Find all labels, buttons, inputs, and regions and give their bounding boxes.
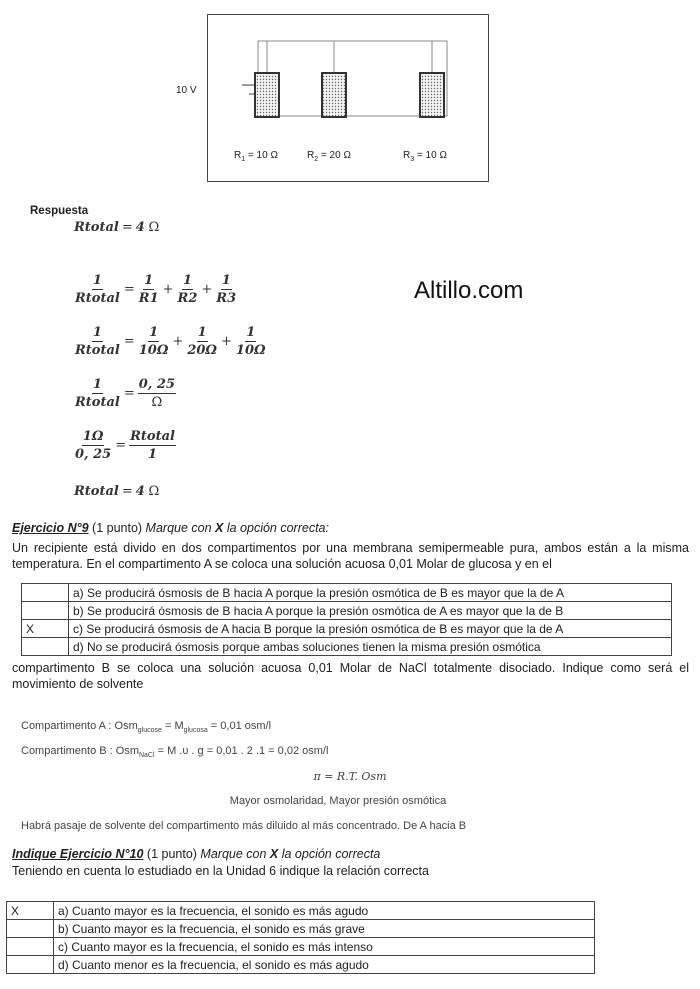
ej9-statement-part1: Un recipiente está divido en dos compartimentos por una membrana semipermeable pura, ambos están a la misma temperatura. En el compartimento A se coloca una solución acuosa 0,01 Molar de glucosa y en el — [12, 541, 689, 571]
ej9-work-conclusion: Habrá pasaje de solvente del compartimento más diluido al más concentrado. De A hacia B — [21, 820, 467, 832]
ej10-options-table — [6, 901, 595, 974]
option-row — [22, 602, 672, 620]
r1-label: $R_1 = 10$ Ω — [234, 150, 278, 163]
resistor-r1 — [255, 73, 279, 117]
option-mark[interactable] — [22, 602, 69, 620]
option-row — [7, 920, 595, 938]
option-text: b) Se producirá ósmosis de B hacia A porque la presión osmótica de A es mayor que la de B — [69, 602, 672, 620]
r2-label: $R_2 = 20$ Ω — [307, 150, 351, 163]
option-row — [22, 638, 672, 656]
option-text: d) No se producirá ósmosis porque ambas soluciones tienen la misma presión osmótica — [69, 638, 672, 656]
option-row — [22, 584, 672, 602]
ej9-work-a: Compartimento A : $Osm_{glucose} = M_{glucosa} = 0,01$ osm/l — [21, 720, 272, 735]
option-mark[interactable] — [22, 584, 69, 602]
equation-sum: $\frac{1}{\text{Rtotal}}$ = $\frac{0, 25}{\Omega}$ — [75, 377, 175, 410]
option-row — [22, 620, 672, 638]
option-mark[interactable] — [7, 920, 54, 938]
equation-parallel-formula: $\frac{1}{\text{Rtotal}}$ = $\frac{1}{R1}$ + $\frac{1}{R2}$ + $\frac{1}{R3}$ — [75, 273, 237, 306]
equation-result-final: Rtotal = 4 Ω — [74, 484, 160, 499]
option-row — [7, 938, 595, 956]
option-text: a) Se producirá ósmosis de B hacia A porque la presión osmótica de B es mayor que la de A — [69, 584, 672, 602]
ej9-options-table — [21, 583, 672, 656]
option-row — [7, 956, 595, 974]
option-text: b) Cuanto mayor es la frecuencia, el sonido es más grave — [54, 920, 595, 938]
resistor-r2 — [322, 73, 346, 117]
option-text: a) Cuanto mayor es la frecuencia, el sonido es más agudo — [54, 902, 595, 920]
ej9-work-mayor: Mayor osmolaridad, Mayor presión osmótica — [229, 795, 447, 807]
equation-inverse: $\frac{1\Omega}{0, 25}$ = $\frac{\text{Rtotal}}{1}$ — [75, 429, 175, 462]
watermark: Altillo.com — [414, 277, 524, 304]
equation-result-top: Rtotal = 4 Ω — [74, 220, 160, 235]
option-mark[interactable] — [7, 956, 54, 974]
r3-label: $R_3 = 10$ Ω — [403, 150, 447, 163]
ej10-statement: Teniendo en cuenta lo estudiado en la Unidad 6 indique la relación correcta — [12, 864, 429, 878]
option-mark[interactable]: X — [7, 902, 54, 920]
option-mark[interactable] — [7, 938, 54, 956]
respuesta-label: Respuesta — [30, 205, 89, 217]
equation-substitution: $\frac{1}{\text{Rtotal}}$ = $\frac{1}{10\Omega}$ + $\frac{1}{20\Omega}$ + $\frac{1}{10\Omega}$ — [75, 325, 266, 358]
resistor-r3 — [420, 73, 444, 117]
option-mark[interactable]: X — [22, 620, 69, 638]
option-row — [7, 902, 595, 920]
ej9-heading: Ejercicio N°9 (1 punto) Marque con X la opción correcta: — [12, 521, 329, 535]
voltage-label: 10 V — [176, 85, 197, 96]
ej9-work-b: Compartimento B : Osm$_{NaCl}$ = M .υ . g = 0,01 . 2 .1 = 0,02 osm/l — [21, 745, 329, 760]
option-mark[interactable] — [22, 638, 69, 656]
ej9-osmotic-formula: π = R.T. Osm — [313, 770, 387, 783]
option-text: c) Cuanto mayor es la frecuencia, el sonido es más intenso — [54, 938, 595, 956]
circuit-diagram — [176, 14, 489, 182]
option-text: d) Cuanto menor es la frecuencia, el sonido es más agudo — [54, 956, 595, 974]
option-text: c) Se producirá ósmosis de A hacia B porque la presión osmótica de B es mayor que la de A — [69, 620, 672, 638]
ej10-heading: Indique Ejercicio N°10 (1 punto) Marque con X la opción correcta — [12, 847, 381, 861]
ej9-statement-part2: compartimento B se coloca una solución acuosa 0,01 Molar de NaCl totalmente disociado. Indique como será el movimiento de solvente — [12, 661, 689, 691]
